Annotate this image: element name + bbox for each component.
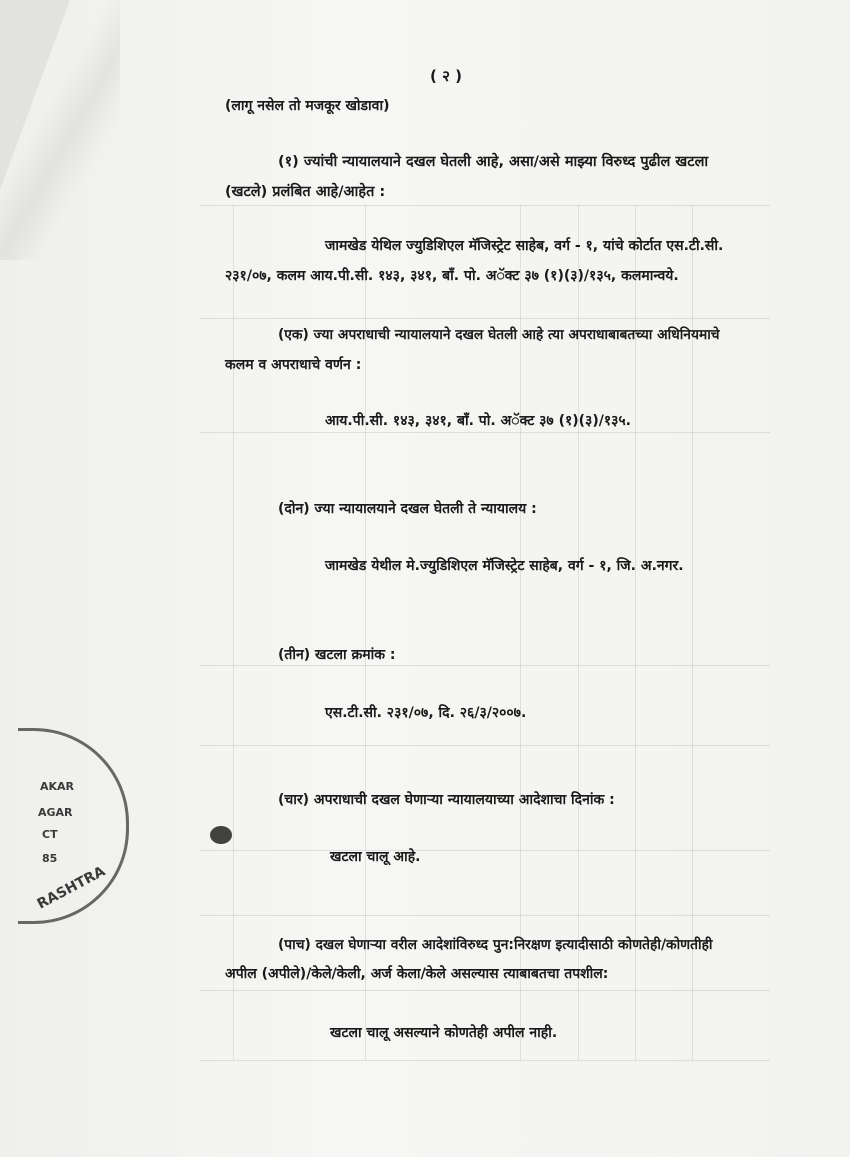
part-char-label: (चार) अपराधाची दखल घेणाऱ्या न्यायालयाच्या आदेशाचा दिनांक : [278,792,615,808]
part-don-label: (दोन) ज्या न्यायालयाने दखल घेतली ते न्यायालय : [278,501,537,517]
part-teen-label: (तीन) खटला क्रमांक : [278,647,396,663]
instruction-note: (लागू नसेल तो मजकूर खोडावा) [225,98,390,114]
page-number: ( २ ) [430,67,462,85]
stamp-text: AGAR [38,806,73,819]
corner-shadow [0,0,120,260]
part-pach-answer: खटला चालू असल्याने कोणतेही अपील नाही. [330,1025,558,1041]
stamp-text: 85 [42,852,58,865]
part-ek-answer: आय.पी.सी. १४३, ३४१, बाँ. पो. अॅक्ट ३७ (१)(३)/१३५. [325,413,632,429]
bleed-line [200,915,770,916]
stamp-text: AKAR [40,780,75,793]
bleed-line [200,990,770,991]
bleed-line [200,318,770,319]
part-teen-answer: एस.टी.सी. २३१/०७, दि. २६/३/२००७. [325,705,527,721]
bleed-line [200,665,770,666]
bleed-line [200,745,770,746]
part-pach-line-2: अपील (अपीले)/केले/केली, अर्ज केला/केले असल्यास त्याबाबतचा तपशील: [225,966,609,982]
bleed-line [200,432,770,433]
part-pach-line-1: (पाच) दखल घेणाऱ्या वरील आदेशांविरुध्द पुन:निरक्षण इत्यादीसाठी कोणतेही/कोणतीही [278,937,713,953]
stamp-text: CT [42,828,58,841]
bleed-line [200,205,770,206]
section-1-line-2: (खटले) प्रलंबित आहे/आहेत : [225,184,386,200]
section-1-line-1: (१) ज्यांची न्यायालयाने दखल घेतली आहे, असा/असे माझ्या विरुध्द पुढील खटला [278,154,709,170]
part-char-answer: खटला चालू आहे. [330,849,421,865]
part-ek-line-2: कलम व अपराधाचे वर्णन : [225,357,362,373]
ink-blot [210,826,232,844]
stamp-text: RASHTRA [34,863,108,913]
part-don-answer: जामखेड येथील मे.ज्युडिशिएल मॅजिस्ट्रेट साहेब, वर्ग - १, जि. अ.नगर. [325,558,684,574]
bleed-line [233,205,234,1060]
section-1-answer-line-2: २३१/०७, कलम आय.पी.सी. १४३, ३४१, बाँ. पो. अॅक्ट ३७ (१)(३)/१३५, कलमान्वये. [225,268,679,284]
section-1-answer-line-1: जामखेड येथिल ज्युडिशिएल मॅजिस्ट्रेट साहेब, वर्ग - १, यांचे कोर्टात एस.टी.सी. [325,238,724,254]
bleed-line [200,850,770,851]
bleed-line [200,1060,770,1061]
part-ek-line-1: (एक) ज्या अपराधाची न्यायालयाने दखल घेतली आहे त्या अपराधाबाबतच्या अधिनियमाचे [278,327,720,343]
